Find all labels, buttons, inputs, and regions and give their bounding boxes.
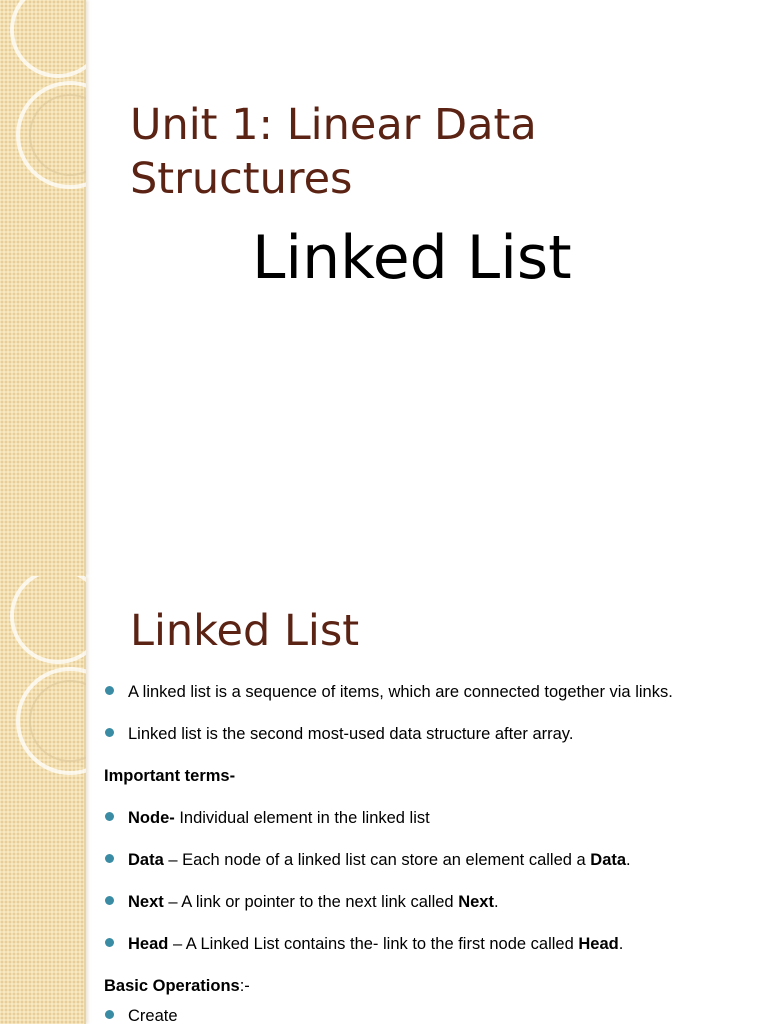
slide-subtitle: Linked List xyxy=(252,223,572,293)
term-text: – A Linked List contains the- link to the first node called xyxy=(168,935,579,953)
operation-text: Create xyxy=(128,1007,178,1024)
heading-text: Important terms- xyxy=(104,767,236,785)
bullet-icon xyxy=(105,812,114,821)
term-text-after: . xyxy=(618,935,624,953)
term-bold-end: Next xyxy=(458,893,494,911)
list-item xyxy=(104,680,754,722)
decorative-sidebar xyxy=(0,0,86,576)
term-item-next xyxy=(104,890,754,932)
slide-title: Linked List xyxy=(130,606,360,656)
bullet-text: A linked list is a sequence of items, which are connected together via links. xyxy=(128,683,673,701)
basic-operations-heading xyxy=(104,974,754,1004)
term-label: Node- xyxy=(128,809,175,827)
term-text: Individual element in the linked list xyxy=(174,809,430,827)
term-bold-end: Head xyxy=(578,935,619,953)
bullet-icon xyxy=(105,728,114,737)
operation-item-create xyxy=(104,1004,754,1024)
term-item-data xyxy=(104,848,754,890)
term-label: Data xyxy=(128,851,164,869)
important-terms-heading xyxy=(104,764,754,806)
bullet-text: Linked list is the second most-used data structure after array. xyxy=(128,725,574,743)
list-item xyxy=(104,722,754,764)
term-item-node xyxy=(104,806,754,848)
decorative-rings-icon xyxy=(0,576,86,1024)
heading-text: Basic Operations xyxy=(104,977,240,995)
term-bold-end: Data xyxy=(590,851,627,869)
bullet-icon xyxy=(105,1010,114,1019)
slide-title: Unit 1: Linear Data Structures xyxy=(130,100,537,204)
bullet-icon xyxy=(105,854,114,863)
heading-suffix: :- xyxy=(239,977,250,995)
decorative-rings-icon xyxy=(0,0,86,576)
bullet-icon xyxy=(105,896,114,905)
term-text-after: . xyxy=(493,893,499,911)
term-text: – A link or pointer to the next link called xyxy=(163,893,459,911)
term-label: Head xyxy=(128,935,169,953)
bullet-icon xyxy=(105,686,114,695)
term-label: Next xyxy=(128,893,164,911)
content-slide xyxy=(0,576,768,1024)
decorative-sidebar xyxy=(0,576,86,1024)
term-text: – Each node of a linked list can store an element called a xyxy=(163,851,591,869)
term-text-after: . xyxy=(626,851,631,869)
bullet-icon xyxy=(105,938,114,947)
term-item-head xyxy=(104,932,754,974)
slide-body xyxy=(104,680,754,1024)
